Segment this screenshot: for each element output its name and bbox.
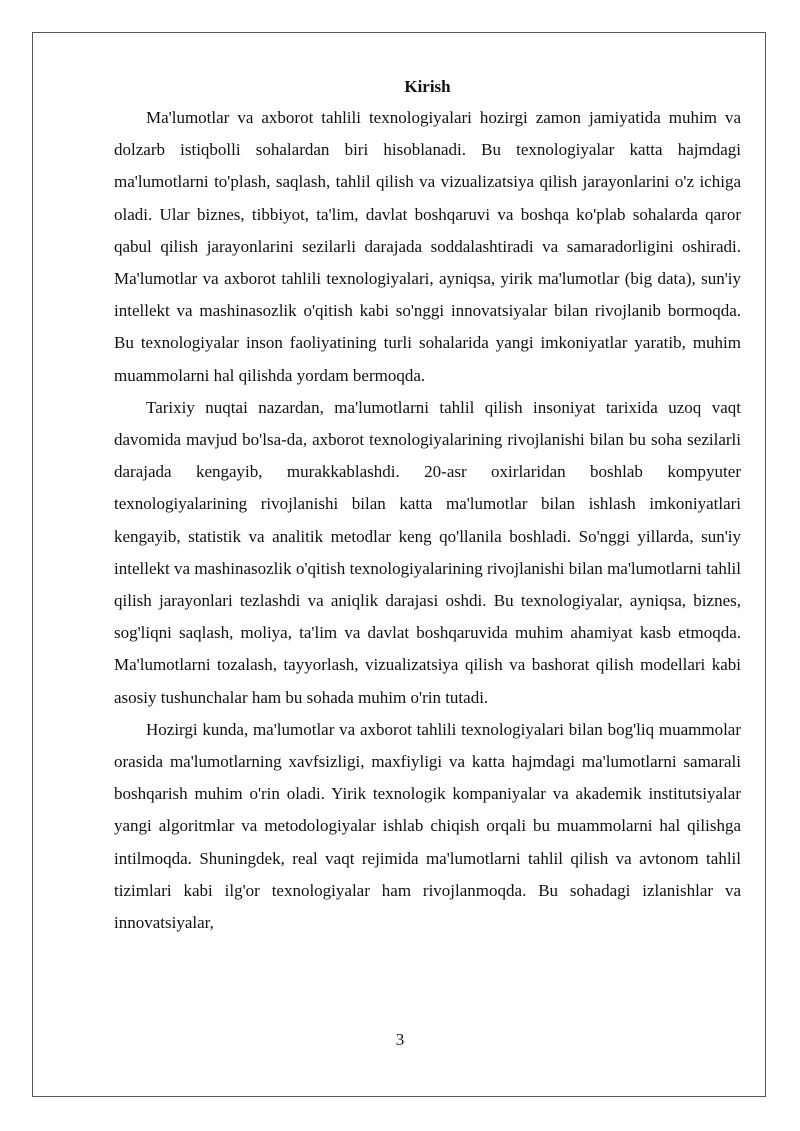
section-heading: Kirish: [404, 77, 451, 96]
paragraph-1: Ma'lumotlar va axborot tahlili texnologiyalari hozirgi zamon jamiyatida muhim va dolzarb istiqbolli sohalardan biri hisoblanadi. Bu texnologiyalar katta hajmdagi ma'lumotlarni to'plash, saqlash, tahlil qilish va vizualizatsiya qilish jarayonlarini o'z ichiga oladi. Ular biznes, tibbiyot, ta'lim, davlat boshqaruvi va boshqa ko'plab sohalarda qaror qabul qilish jarayonlarini sezilarli darajada soddalashtiradi va samaradorligini oshiradi. Ma'lumotlar va axborot tahlili texnologiyalari, ayniqsa, yirik ma'lumotlar (big data), sun'iy intellekt va mashinasozlik o'qitish kabi so'nggi innovatsiyalar bilan rivojlanib bormoqda. Bu texnologiyalar inson faoliyatining turli sohalarida yangi imkoniyatlar yaratib, muhim muammolarni hal qilishda yordam bermoqda.: [114, 108, 741, 385]
paragraph-3: Hozirgi kunda, ma'lumotlar va axborot tahlili texnologiyalari bilan bog'liq muammolar orasida ma'lumotlarning xavfsizligi, maxfiyligi va katta hajmdagi ma'lumotlarni samarali boshqarish muhim o'rin oladi. Yirik texnologik kompaniyalar va akademik institutsiyalar yangi algoritmlar va metodologiyalar ishlab chiqish orqali bu muammolarni hal qilishga intilmoqda. Shuningdek, real vaqt rejimida ma'lumotlarni tahlil qilish va avtonom tahlil tizimlari kabi ilg'or texnologiyalar ham rivojlanmoqda. Bu sohadagi izlanishlar va innovatsiyalar,: [114, 719, 741, 933]
paragraph-2: Tarixiy nuqtai nazardan, ma'lumotlarni tahlil qilish insoniyat tarixida uzoq vaqt davomida mavjud bo'lsa-da, axborot texnologiyalarining rivojlanishi bilan bu soha sezilarli darajada kengayib, murakkablashdi. 20-asr oxirlaridan boshlab kompyuter texnologiyalarining rivojlanishi bilan katta ma'lumotlar bilan ishlash imkoniyatlari kengayib, statistik va analitik metodlar keng qo'llanila boshladi. So'nggi yillarda, sun'iy intellekt va mashinasozlik o'qitish texnologiyalarining rivojlanishi bilan ma'lumotlarni tahlil qilish jarayonlari tezlashdi va aniqlik darajasi oshdi. Bu texnologiyalar, ayniqsa, biznes, sog'liqni saqlash, moliya, ta'lim va davlat boshqaruvida muhim ahamiyat kasb etmoqda. Ma'lumotlarni tozalash, tayyorlash, vizualizatsiya qilish va bashorat qilish modellari kabi asosiy tushunchalar ham bu sohada muhim o'rin tutadi.: [114, 397, 741, 707]
page-number: 3: [395, 1030, 405, 1049]
page-content: [114, 72, 741, 939]
